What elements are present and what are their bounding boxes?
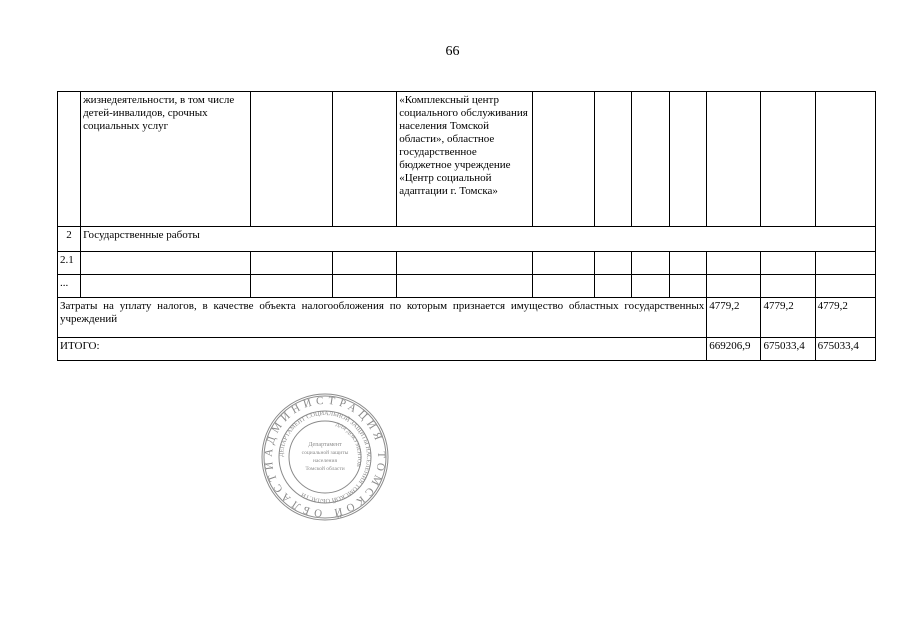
taxes-value-3: 4779,2: [815, 298, 875, 338]
budget-table: [57, 91, 876, 361]
table-row-ellipsis: [58, 275, 876, 298]
stamp-outer-text: АДМИНИСТРАЦИЯ ТОМСКОЙ ОБЛАСТИ: [262, 394, 388, 520]
total-value-1: 669206,9: [707, 338, 761, 361]
stamp-center-line-2: социальной защиты: [301, 450, 349, 456]
institution-name: «Комплексный центр социального обслуживания населения Томской области», областное государственное бюджетное учреждение «Центр социальной адаптации г. Томска»: [397, 92, 532, 227]
table-row-taxes: [58, 298, 876, 338]
stamp-center-line-4: Томской области: [305, 466, 345, 472]
table-row-section-2: [58, 227, 876, 252]
table-row-total: [58, 338, 876, 361]
section-title: Государственные работы: [81, 227, 876, 252]
row-number: ...: [58, 275, 81, 298]
official-stamp: [258, 392, 392, 522]
table-row-continued: [58, 92, 876, 227]
total-value-2: 675033,4: [761, 338, 815, 361]
total-value-3: 675033,4: [815, 338, 875, 361]
row-number: 2: [58, 227, 81, 252]
row-number: 2.1: [58, 252, 81, 275]
service-description: жизнедеятельности, в том числе детей-инвалидов, срочных социальных услуг: [81, 92, 251, 227]
stamp-inner-text: ДЛЯ ДОКУМЕНТОВ: [334, 421, 363, 468]
stamp-center-line-3: населения: [313, 458, 337, 464]
taxes-value-2: 4779,2: [761, 298, 815, 338]
total-label: ИТОГО:: [58, 338, 707, 361]
taxes-value-1: 4779,2: [707, 298, 761, 338]
page-number: 66: [445, 44, 460, 59]
taxes-label: Затраты на уплату налогов, в качестве объекта налогообложения по которым признается имущество областных государственных учреждений: [58, 298, 707, 338]
stamp-center-line-1: Департамент: [308, 442, 342, 448]
table-row-2-1: [58, 252, 876, 275]
stamp-middle-text: ДЕПАРТАМЕНТ СОЦИАЛЬНОЙ ЗАЩИТЫ НАСЕЛЕНИЯ ТОМСКОЙ ОБЛАСТИ: [277, 409, 373, 505]
cell-empty: [58, 92, 81, 227]
